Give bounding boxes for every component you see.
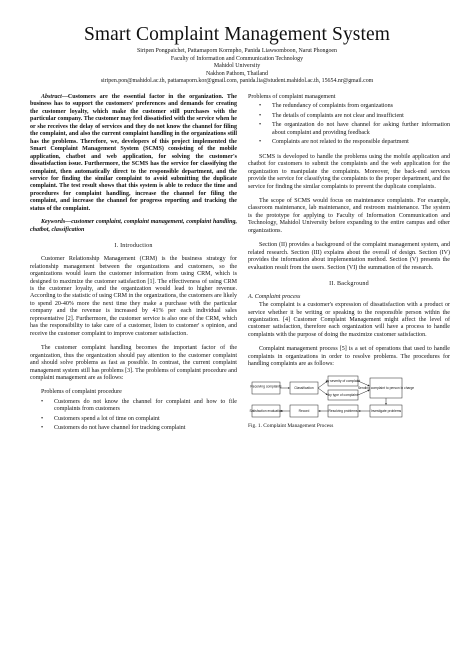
section-heading-introduction: I. Introduction [114,243,153,250]
city: Nakhon Pathom, Thailand [206,70,268,77]
intro-paragraph-2: The customer complaint handling becomes the important factor of the organization, thus the organization should pay attention to the customer complaint and should solve problems as fast as possible. In contrast, the current complaint management system still has problems [3]. The problems of complaint procedure and complaint management are as follows: [30,345,237,381]
sections-paragraph: Section (II) provides a background of the complaint management system, and related research. Section (III) explains about the overall of design. Section (IV) provides the information about implementation method. Section (V) presents the evaluation result from the users. Section (VI) the summation of the research. [248,242,450,271]
abstract [30,94,237,213]
university: Mahidol University [213,63,261,70]
node-label: Receiving complaints [250,383,282,388]
process-figure [248,374,448,422]
paper-title: Smart Complaint Management System [83,24,391,45]
procedure-problems-list [30,399,237,433]
faculty: Faculty of Information and Communication Technology [170,55,304,62]
abstract-lead: Abstract [41,94,62,100]
node-label: Satisfaction evaluation [249,408,283,413]
list-item: • Customers do not know the channel for complaint and how to file complaints from customers [41,398,237,413]
node-label: Resolving problems [328,408,358,413]
subsection-heading: A. Complaint process [248,294,301,301]
figure-caption: Fig. 1. Complaint Management Process [248,422,334,429]
section-heading-background: II. Background [329,281,369,288]
node-label: by severity of complaint [325,378,361,383]
list-item: • Customers spend a lot of time on complaint [41,415,160,422]
scope-paragraph: The scope of SCMS would focus on maintenance complaints. For example, classroom maintenance, lab maintenance, and restroom maintenance. The system is the prototype for applying to Faculty of Information Communication and Technology, Mahidol University before expanding to the entire campus and other organizations. [248,197,450,234]
node-label: Investigate problems [370,408,402,413]
list-item: • Customers do not have channel for tracking complaint [41,425,186,432]
left-column [30,94,237,435]
management-problems-list [248,103,450,146]
list-title-management: Problems of complaint management [248,94,336,100]
authors: Siripen Pongpaichet, Pattamaporn Kormpho, Panida Liawsomboon, Narut Phongoen [137,48,337,54]
keywords: Keywords—customer complaint, complaint management, complaint handling, chatbot, classification [30,219,237,233]
node-label: Record [298,408,310,413]
complaint-definition-paragraph: The complaint is a customer's expression of dissatisfaction with a product or service whether it be writing or speaking to the responsible person within the organization. [4] Customer Complaint Management might affect the level of customer satisfaction, therefore each organization will have a process to handle complaints with the purpose of doing the maximize customer satisfaction. [248,302,450,338]
right-column [248,94,450,429]
process-diagram [248,374,448,422]
scms-paragraph: SCMS is developed to handle the problems using the mobile application and chatbot for customers to submit the complaints and the web application for the organization to manipulate the complaints. Moreover, the back-end services provide the service for classifying the complaints to the proper department, and the service for finding the similar complaints to prevent the duplicate complaints. [248,153,450,190]
node-label: Classification [294,385,314,390]
list-item: • The details of complaints are not clear and insufficient [259,112,404,119]
abstract-text: —Customers are the essential factor in the organization. The business has to support the customers' preferences and demands for creating the customer loyalty, which make the customer still purchases with the particular company. The customer may feel dissatisfied with the service when he or she receives the delay of services and they do not know the channel for filing the complaint, and also the current complaint handling in the organizations still has the problems. Therefore, we, developers of this project implemented the Smart Complaint Management System (SCMS) consisting of the mobile application, chatbot and web application, for solving the customer's dissatisfaction issue. Furthermore, the SCMS has the service for classifying the complaint, then automatically direct to the responsible department, and the service for finding the similar complaint to avoid submitting the duplicate complaint. The test result shows that this system is able to reduce the time and procedures for complaint handling, increase the channel for filing the complaint, and increase the channel for progress reporting and tracking the status of the complaint. [30,94,237,212]
intro-paragraph-1: Customer Relationship Management (CRM) is the business strategy for relationship management between the organizations and customers, so the organizations would learn the customer information from using CRM, which is designed to maximize the customer satisfaction [1]. The effectiveness of using CRM is the customer loyalty, and the organization would lead to higher revenue. According to the statistic of using CRM in the organizations, the customers are likely to spend 20-40% more the next time they make a purchase with the particular company and the revenue is increased by 41% per each individual sales representative [2]. Furthermore, the customer service is also one of the CRM, which has the responsibility to take care of a customer, listen to customer' s opinion, and receive the customer complaint to improve customer satisfaction. [30,256,237,337]
list-item: • Complaints are not related to the responsible department [259,139,409,146]
node-label: by type of complaint [328,392,358,397]
author-block [0,48,474,86]
node-label: Sending complaint to person in charge [357,385,415,390]
process-paragraph: Complaint management process [5] is a set of operations that used to handle complaints in organizations in order to resolve problems. The procedures for handling complaints are as follows: [248,346,450,368]
emails: siripen.pon@mahidol.ac.th, pattamaporn.kor@gmail.com, panida.lia@student.mahidol.ac.th, 15654.nr@gmail.com [100,78,374,85]
list-title-procedure: Problems of complaint procedure [41,389,122,396]
list-item: • The redundancy of complaints from organizations [259,103,393,110]
list-item: • The organization do not have channel for asking further information about complaint and providing feedback [259,122,450,136]
